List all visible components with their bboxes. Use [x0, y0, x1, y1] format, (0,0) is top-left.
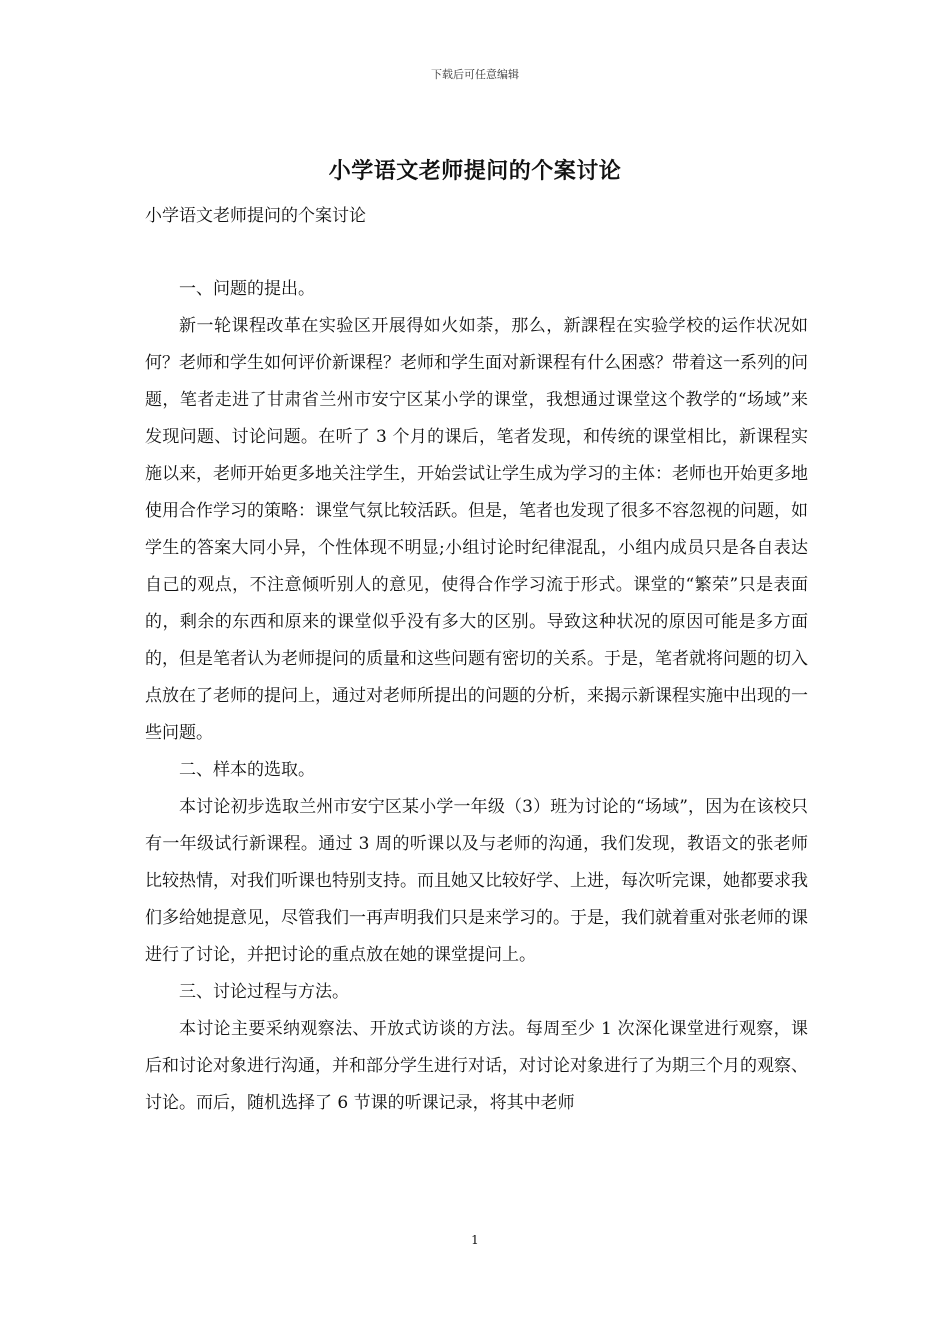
document-body — [145, 271, 808, 1122]
document-subtitle: 小学语文老师提问的个案讨论 — [145, 206, 366, 226]
paragraph: 新一轮课程改革在实验区开展得如火如荼，那么，新課程在实验学校的运作状况如何？老师和学生如何评价新课程？老师和学生面对新课程有什么困惑？带着这一系列的问题，笔者走进了甘肃省兰州市安宁区某小学的课堂，我想通过课堂这个教学的“场域”来发现问题、讨论问题。在听了 3 个月的课后，笔者发现，和传统的课堂相比，新课程实施以来，老师开始更多地关注学生，开始尝试让学生成为学习的主体：老师也开始更多地使用合作学习的策略：课堂气氛比较活跃。但是，笔者也发现了很多不容忽视的问题，如学生的答案大同小异，个性体现不明显;小组讨论时纪律混乱，小组内成员只是各自表达自己的观点，不注意倾听别人的意见，使得合作学习流于形式。课堂的“繁荣”只是表面的，剩余的东西和原来的课堂似乎没有多大的区别。导致这种状况的原因可能是多方面的，但是笔者认为老师提问的质量和这些问题有密切的关系。于是，笔者就将问题的切入点放在了老师的提问上，通过对老师所提出的问题的分析，来揭示新课程实施中出现的一些问题。 — [145, 316, 808, 743]
section-heading-2: 二、样本的选取。 — [179, 760, 315, 780]
page-header — [0, 66, 950, 82]
paragraph: 本讨论主要采纳观察法、开放式访谈的方法。每周至少 1 次深化课堂进行观察，课后和讨论对象进行沟通，并和部分学生进行对话，对讨论对象进行了为期三个月的观察、讨论。而后，随机选择了 6 节课的听课记录，将其中老师 — [145, 1019, 808, 1113]
header-note: 下载后可任意编辑 — [431, 68, 519, 81]
document-title: 小学语文老师提问的个案讨论 — [328, 158, 622, 184]
page-number: 1 — [471, 1233, 479, 1247]
paragraph: 本讨论初步选取兰州市安宁区某小学一年级（3）班为讨论的“场域”，因为在该校只有一年级试行新课程。通过 3 周的听课以及与老师的沟通，我们发现，教语文的张老师比较热情，对我们听课也特别支持。而且她又比较好学、上进，每次听完课，她都要求我们多给她提意见，尽管我们一再声明我们只是来学习的。于是，我们就着重对张老师的课进行了讨论，并把讨论的重点放在她的课堂提问上。 — [145, 797, 808, 965]
section-heading-1: 一、问题的提出。 — [179, 279, 315, 299]
page-footer — [0, 1233, 950, 1247]
section-heading-3: 三、讨论过程与方法。 — [179, 982, 349, 1002]
